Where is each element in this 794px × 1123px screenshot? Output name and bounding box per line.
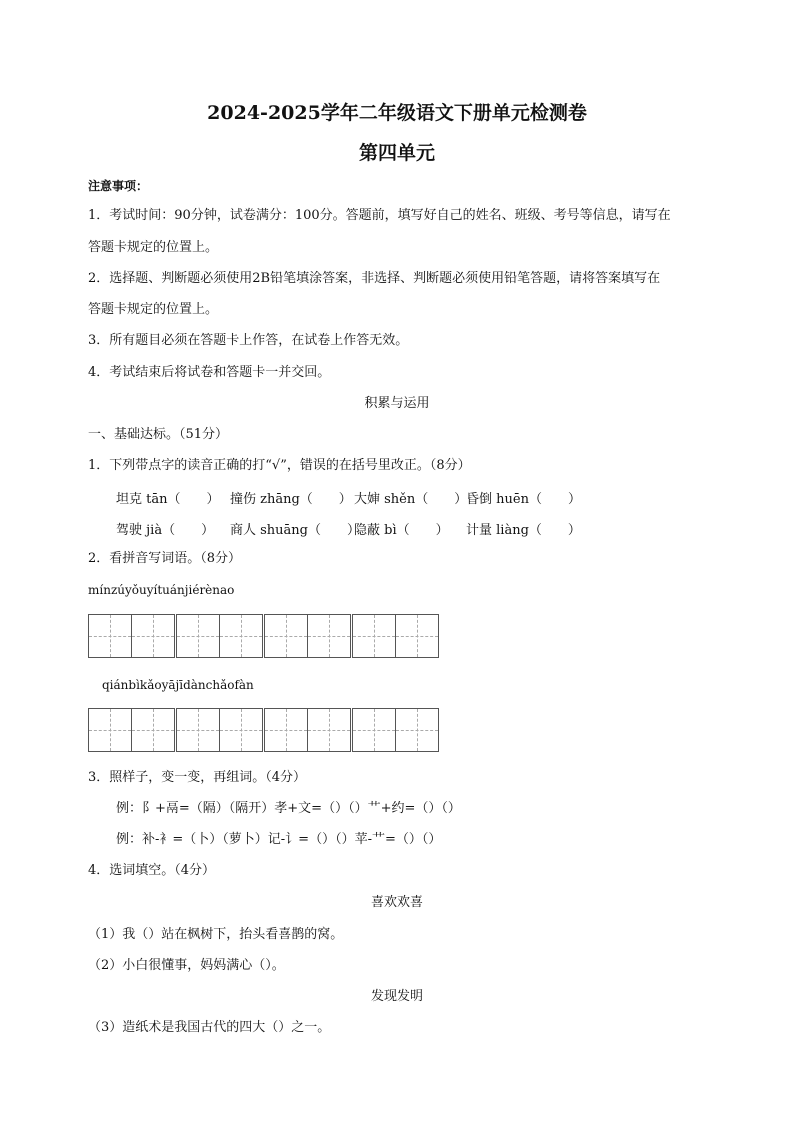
notice-heading: 注意事项： [88,179,149,193]
grid-cell[interactable] [307,614,351,658]
answer-grid-1[interactable] [88,614,440,658]
notice-line-5: 3．所有题目必须在答题卡上作答，在试卷上作答无效。 [88,333,409,348]
grid-cell[interactable] [352,708,396,752]
pinyin-line-2: qiánbìkǎoyājīdànchǎofàn [102,678,254,692]
grid-cell[interactable] [131,708,175,752]
sentence-3: （3）造纸术是我国古代的四大（）之一。 [88,1020,331,1035]
unit-subtitle: 第四单元 [358,142,435,164]
question-1-prompt: 1．下列带点字的读音正确的打“√”，错误的在括号里改正。（8分） [88,458,471,473]
pinyin-item: 计量 liàng（ ） [466,523,581,538]
exam-title: 2024-2025学年二年级语文下册单元检测卷 [207,102,587,124]
notice-line-1: 1．考试时间：90分钟，试卷满分：100分。答题前，填写好自己的姓名、班级、考号等信息，请写在 [88,208,671,223]
notice-line-6: 4．考试结束后将试卷和答题卡一并交回。 [88,365,331,380]
grid-cell[interactable] [264,708,308,752]
answer-grid-2[interactable] [88,708,440,752]
question-4-prompt: 4．选词填空。（4分） [88,863,216,878]
grid-cell[interactable] [88,708,132,752]
question-3-example-2: 例：补-衤=（卜）（萝卜）记-讠=（）（）苹-⺾=（）（） [116,832,442,847]
grid-cell[interactable] [219,614,263,658]
grid-cell[interactable] [219,708,263,752]
pinyin-item: 昏倒 huēn（ ） [466,492,581,507]
sentence-2: （2）小白很懂事，妈妈满心（）。 [88,958,285,973]
question-1-row-1 [116,488,581,507]
pinyin-line-1: mínzúyǒuyítuánjiérènao [88,583,235,597]
grid-cell[interactable] [352,614,396,658]
question-3-example-1: 例：阝+鬲=（隔）（隔开）孝+文=（）（）⺾+约=（）（） [116,801,461,816]
pinyin-item: 隐蔽 bì（ ） [354,523,449,538]
word-choices-1: 喜欢欢喜 [370,895,423,910]
grid-cell[interactable] [264,614,308,658]
notice-line-4: 答题卡规定的位置上。 [88,302,219,317]
grid-cell[interactable] [395,708,439,752]
grid-cell[interactable] [395,614,439,658]
pinyin-item: 驾驶 jià（ ） [116,523,215,538]
part-heading: 一、基础达标。（51分） [88,427,229,442]
section-heading: 积累与运用 [364,396,430,411]
word-choices-2: 发现发明 [370,989,423,1004]
grid-cell[interactable] [307,708,351,752]
pinyin-item: 大婶 shěn（ ） [354,492,468,507]
question-3-prompt: 3．照样子，变一变，再组词。（4分） [88,770,307,785]
grid-cell[interactable] [176,708,220,752]
sentence-1: （1）我（）站在枫树下，抬头看喜鹊的窝。 [88,927,344,942]
question-1-row-2 [116,519,581,538]
grid-cell[interactable] [131,614,175,658]
pinyin-item: 商人 shuāng（ ） [230,523,360,538]
grid-cell[interactable] [176,614,220,658]
pinyin-item: 坦克 tān（ ） [116,492,220,507]
question-2-prompt: 2．看拼音写词语。（8分） [88,551,242,566]
grid-cell[interactable] [88,614,132,658]
pinyin-item: 撞伤 zhāng（ ） [230,492,352,507]
notice-line-2: 答题卡规定的位置上。 [88,240,219,255]
notice-line-3: 2．选择题、判断题必须使用2B铅笔填涂答案，非选择、判断题必须使用铅笔答题，请将答案填写在 [88,271,661,286]
